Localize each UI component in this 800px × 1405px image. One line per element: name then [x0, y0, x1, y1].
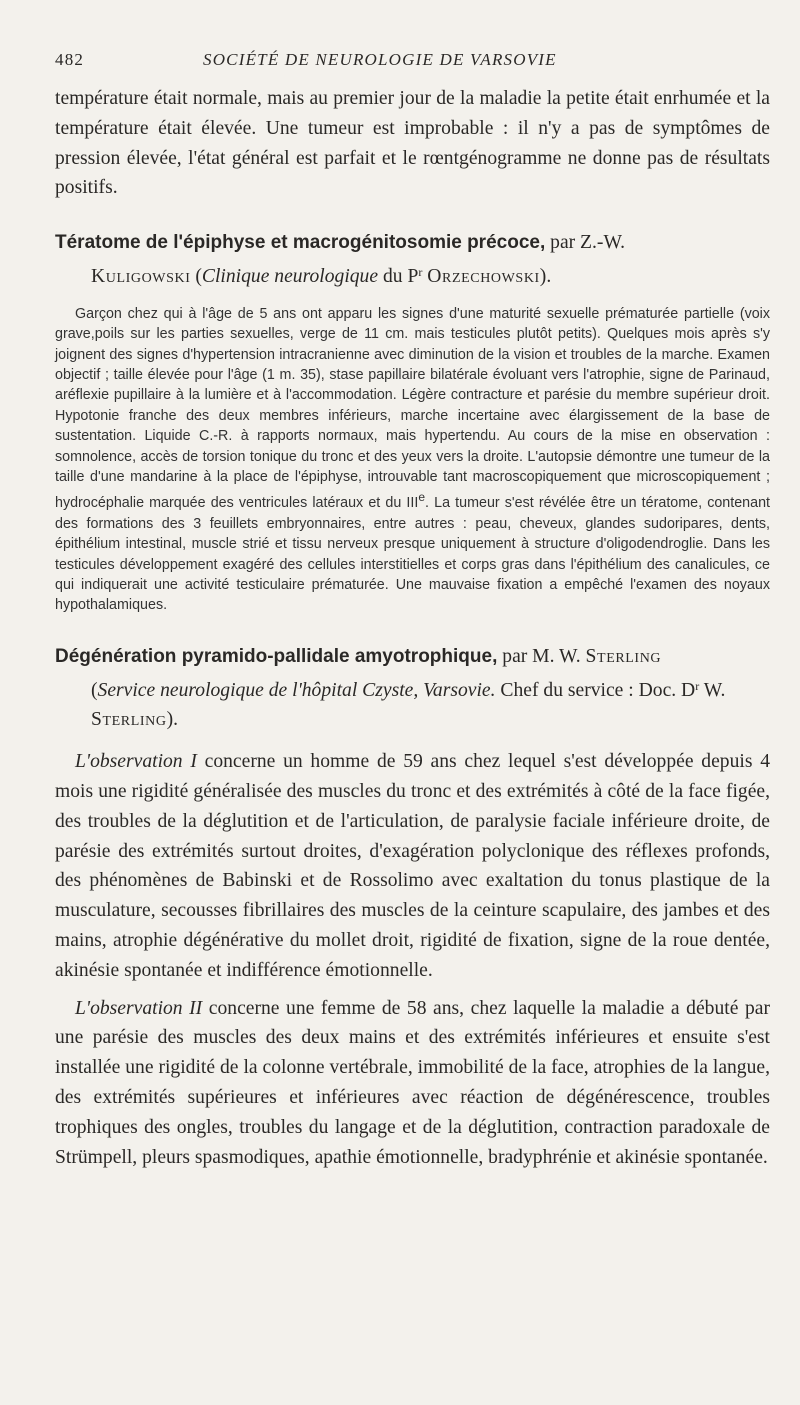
article1-du: du P	[382, 265, 419, 287]
article1-pr-sup: r	[418, 264, 423, 279]
article1-abstract-text: Garçon chez qui à l'âge de 5 ans ont apparu les signes d'une maturité sexuelle prématurée partielle (voix grave,poils sur les parties sexuelles, verge de 11 cm. mais testicules plutôt petits). Quelques mois après s'y joignent des signes d'hypertension intracranienne avec diminution de la vision et troubles de la marche. Examen objectif ; taille élevée pour l'âge (1 m. 35), stase papillaire bilatérale évoluant vers l'atrophie, signe de Parinaud, aréflexie pupillaire à la lumière et à l'accommodation. Légère contracture et parésie du membre supérieur droit. Hypotonie franche des deux membres inférieurs, marche incertaine avec élargissement de la base de sustentation. Liquide C.-R. à rapports normaux, mais hypertendu. Au cours de la mise en observation : somnolence, accès de torsion tonique du tronc et des yeux vers la droite. L'autopsie démontre une tumeur de la taille d'une mandarine à la place de l'épiphyse, introuvable tant macroscopiquement que microscopiquement ; hydrocéphalie marquée des ventricules latéraux et du III	[55, 305, 770, 512]
article1-clinic: Clinique neurologique	[201, 265, 379, 287]
article2-by: par M. W.	[502, 645, 581, 667]
article1-title: Tératome de l'épiphyse et macrogénitosomie précoce,	[55, 232, 546, 254]
article1-abstract	[55, 304, 770, 616]
page-number: 482	[55, 50, 85, 69]
article1-chief: Orzechowski	[427, 265, 540, 287]
article2-chef: Chef du service : Doc. D	[500, 679, 696, 701]
article1-abstract-cont: . La tumeur s'est révélée être un tératome, contenant des formations des 3 feuillets embryonnaires, entre autres : peau, cheveux, glandes sudoripares, dents, épithélium intestinal, muscle strié et tissu nerveux presque uniquement à structure d'oligodendroglie. Dans les testicules développement exagéré des cellules interstitielles et corps gras dans l'épithélium des canalicules, ce qui indiquerait une activité testiculaire prématurée. Une mauvaise fixation a empêché l'examen des noyaux hypothalamiques.	[55, 495, 770, 614]
article2-author: Sterling	[585, 645, 662, 667]
article1-heading	[55, 228, 770, 292]
observation2-paragraph	[55, 994, 770, 1173]
article2-paren-close: ).	[166, 709, 179, 731]
article1-paren-open: (	[195, 265, 202, 287]
article2-heading	[55, 642, 770, 735]
article2-chief-name: W.	[703, 679, 726, 701]
observation1-label: L'observation I	[75, 751, 197, 773]
observation2-label: L'observation II	[75, 997, 203, 1019]
observation1-paragraph	[55, 747, 770, 985]
article2-dr-sup: r	[695, 678, 700, 693]
article2-service: Service neurologique de l'hôpital Czyste, Varsovie.	[97, 679, 496, 701]
journal-title: SOCIÉTÉ DE NEUROLOGIE DE VARSOVIE	[203, 50, 557, 69]
article1-by: par Z.-W.	[550, 232, 626, 254]
observation1-text: concerne un homme de 59 ans chez lequel s'est développée depuis 4 mois une rigidité généralisée des muscles du tronc et des extrémités à côté de la face figée, des troubles de la déglutition et de l'articulation, de paralysie faciale inférieure droite, de parésie des extrémités surtout droites, d'exagération polyclonique des réflexes profonds, des phénomènes de Babinski et de Rossolimo avec exaltation du tonus plastique de la musculature, secousses fibrillaires des muscles de la ceinture scapulaire, des jambes et des mains, atrophie dégénérative du mollet droit, rigidité de fixation, signe de la roue dentée, akinésie spontanée et indifférence émotionnelle.	[55, 751, 770, 981]
article1-heading-continuation	[55, 258, 770, 292]
intro-paragraph: température était normale, mais au premier jour de la maladie la petite était enrhumée et la température était élevée. Une tumeur est improbable : il n'y a pas de symptômes de pression élevée, l'état général est parfait et le rœntgénogramme ne donne pas de résultats positifs.	[55, 88, 770, 199]
article2-paren-open: (	[91, 679, 98, 701]
article1-author: Kuligowski	[91, 265, 191, 287]
article1-paren-close: ).	[539, 265, 552, 287]
article2-chief: Sterling	[91, 709, 167, 731]
article2-heading-continuation	[55, 672, 770, 736]
article2-title: Dégénération pyramido-pallidale amyotrophique,	[55, 645, 498, 667]
observation2-text: concerne une femme de 58 ans, chez laquelle la maladie a débuté par une parésie des muscles des deux mains et des extrémités inférieures et ensuite s'est installée une rigidité de la colonne vertébrale, immobilité de la face, atrophies de la langue, des extrémités supérieures et inférieures avec réaction de dégénérescence, troubles trophiques des ongles, troubles du langage et de la déglutition, contraction paradoxale de Strümpell, pleurs spasmodiques, apathie émotionnelle, bradyphrénie et akinésie spontanée.	[55, 997, 770, 1168]
running-head	[55, 44, 770, 84]
article1-abstract-sup: e	[418, 490, 426, 505]
